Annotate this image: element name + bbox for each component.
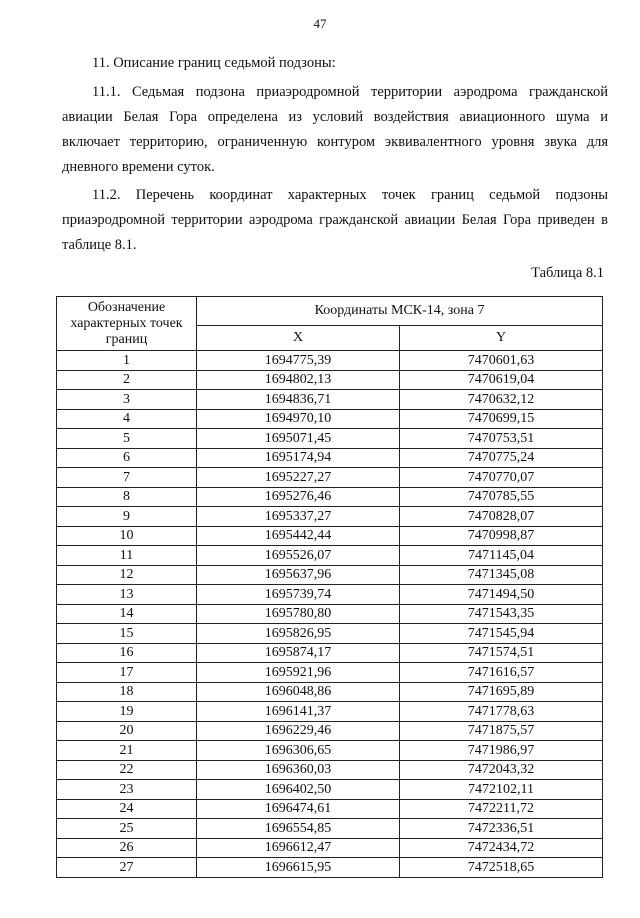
x-coordinate-cell: 1695526,07 [197,546,400,566]
paragraph-line: таблице 8.1. [62,237,137,253]
y-coordinate-cell: 7471494,50 [400,585,603,605]
y-coordinate-cell: 7472043,32 [400,760,603,780]
table-row [57,448,603,468]
table-row [57,487,603,507]
point-number-cell: 10 [57,526,197,546]
point-number-cell: 23 [57,780,197,800]
y-coordinate-cell: 7471574,51 [400,643,603,663]
x-coordinate-cell: 1696474,61 [197,799,400,819]
paragraph-line: дневного времени суток. [62,159,215,175]
y-coordinate-cell: 7471875,57 [400,721,603,741]
x-coordinate-cell: 1695174,94 [197,448,400,468]
coordinates-table [56,296,603,878]
x-coordinate-cell: 1696402,50 [197,780,400,800]
x-coordinate-cell: 1695442,44 [197,526,400,546]
y-coordinate-cell: 7470775,24 [400,448,603,468]
section-heading: 11. Описание границ седьмой подзоны: [92,55,336,71]
point-number-cell: 1 [57,351,197,371]
y-coordinate-cell: 7470619,04 [400,370,603,390]
y-coordinate-cell: 7471345,08 [400,565,603,585]
point-number-cell: 27 [57,858,197,878]
header-x: X [197,326,400,351]
table-row [57,526,603,546]
y-coordinate-cell: 7472336,51 [400,819,603,839]
table-row [57,351,603,371]
point-number-cell: 6 [57,448,197,468]
table-row [57,507,603,527]
x-coordinate-cell: 1696229,46 [197,721,400,741]
point-number-cell: 5 [57,429,197,449]
y-coordinate-cell: 7470998,87 [400,526,603,546]
x-coordinate-cell: 1695826,95 [197,624,400,644]
point-number-cell: 19 [57,702,197,722]
y-coordinate-cell: 7470828,07 [400,507,603,527]
point-number-cell: 18 [57,682,197,702]
y-coordinate-cell: 7470601,63 [400,351,603,371]
y-coordinate-cell: 7470753,51 [400,429,603,449]
y-coordinate-cell: 7472211,72 [400,799,603,819]
x-coordinate-cell: 1695874,17 [197,643,400,663]
point-number-cell: 25 [57,819,197,839]
table-row [57,565,603,585]
point-number-cell: 26 [57,838,197,858]
y-coordinate-cell: 7471986,97 [400,741,603,761]
table-row [57,799,603,819]
x-coordinate-cell: 1696360,03 [197,760,400,780]
paragraph-line: приаэродромной территории аэродрома гражданской авиации Белая Гора приведен в [62,212,608,228]
table-row [57,819,603,839]
table-row [57,780,603,800]
x-coordinate-cell: 1696306,65 [197,741,400,761]
y-coordinate-cell: 7472102,11 [400,780,603,800]
table-row [57,409,603,429]
y-coordinate-cell: 7471616,57 [400,663,603,683]
point-number-cell: 12 [57,565,197,585]
point-number-cell: 17 [57,663,197,683]
point-number-cell: 3 [57,390,197,410]
header-coordinates: Координаты МСК-14, зона 7 [197,297,603,326]
table-row [57,702,603,722]
x-coordinate-cell: 1695337,27 [197,507,400,527]
paragraph-11-2 [62,183,608,258]
point-number-cell: 15 [57,624,197,644]
x-coordinate-cell: 1696141,37 [197,702,400,722]
table-row [57,624,603,644]
point-number-cell: 8 [57,487,197,507]
y-coordinate-cell: 7470770,07 [400,468,603,488]
table-row [57,468,603,488]
y-coordinate-cell: 7471778,63 [400,702,603,722]
point-number-cell: 13 [57,585,197,605]
table-row [57,721,603,741]
y-coordinate-cell: 7470785,55 [400,487,603,507]
point-number-cell: 4 [57,409,197,429]
y-coordinate-cell: 7471545,94 [400,624,603,644]
point-number-cell: 20 [57,721,197,741]
x-coordinate-cell: 1695071,45 [197,429,400,449]
x-coordinate-cell: 1694802,13 [197,370,400,390]
x-coordinate-cell: 1695276,46 [197,487,400,507]
x-coordinate-cell: 1695921,96 [197,663,400,683]
table-row [57,838,603,858]
x-coordinate-cell: 1696612,47 [197,838,400,858]
table-row [57,760,603,780]
header-y: Y [400,326,603,351]
point-number-cell: 16 [57,643,197,663]
table-row [57,663,603,683]
x-coordinate-cell: 1695227,27 [197,468,400,488]
paragraph-11-1 [62,80,608,180]
point-number-cell: 2 [57,370,197,390]
paragraph-line: включает территорию, ограниченную контуром эквивалентного уровня звука для [62,134,608,150]
table-row [57,429,603,449]
table-row [57,546,603,566]
table-row [57,643,603,663]
paragraph-line: 11.1. Седьмая подзона приаэродромной территории аэродрома гражданской [92,84,608,100]
point-number-cell: 21 [57,741,197,761]
y-coordinate-cell: 7471695,89 [400,682,603,702]
point-number-cell: 14 [57,604,197,624]
page-number: 47 [313,16,327,31]
x-coordinate-cell: 1696615,95 [197,858,400,878]
table-row [57,741,603,761]
point-number-cell: 11 [57,546,197,566]
x-coordinate-cell: 1694775,39 [197,351,400,371]
point-number-cell: 7 [57,468,197,488]
y-coordinate-cell: 7471145,04 [400,546,603,566]
table-row [57,604,603,624]
point-number-cell: 9 [57,507,197,527]
table-row [57,370,603,390]
point-number-cell: 22 [57,760,197,780]
y-coordinate-cell: 7472518,65 [400,858,603,878]
point-number-cell: 24 [57,799,197,819]
x-coordinate-cell: 1694970,10 [197,409,400,429]
y-coordinate-cell: 7472434,72 [400,838,603,858]
table-caption: Таблица 8.1 [531,265,604,281]
paragraph-line: авиации Белая Гора определена из условий воздействия авиационного шума и [62,109,608,125]
table-row [57,390,603,410]
x-coordinate-cell: 1694836,71 [197,390,400,410]
y-coordinate-cell: 7470699,15 [400,409,603,429]
x-coordinate-cell: 1696554,85 [197,819,400,839]
header-point-designation: Обозначение характерных точек границ [57,297,197,351]
paragraph-line: 11.2. Перечень координат характерных точек границ седьмой подзоны [92,187,608,203]
table-row [57,585,603,605]
x-coordinate-cell: 1695739,74 [197,585,400,605]
x-coordinate-cell: 1695637,96 [197,565,400,585]
y-coordinate-cell: 7471543,35 [400,604,603,624]
table-row [57,858,603,878]
x-coordinate-cell: 1695780,80 [197,604,400,624]
x-coordinate-cell: 1696048,86 [197,682,400,702]
y-coordinate-cell: 7470632,12 [400,390,603,410]
table-row [57,682,603,702]
